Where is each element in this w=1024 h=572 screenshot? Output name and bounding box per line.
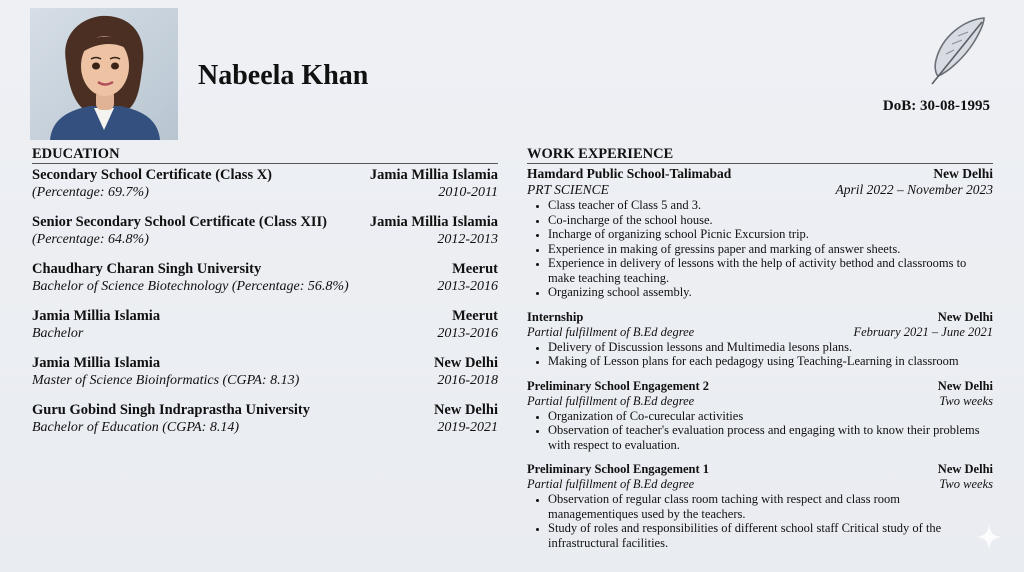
- profile-photo: [30, 8, 178, 140]
- job-org: Preliminary School Engagement 1: [527, 462, 710, 476]
- edu-years: 2013-2016: [437, 279, 498, 294]
- edu-title: Guru Gobind Singh Indraprastha University: [32, 402, 310, 418]
- job-org: Internship: [527, 309, 584, 324]
- bullet-item: • Study of roles and responsibilities of different school staff Critical study of the infrastructural facilities.: [548, 521, 993, 550]
- job-entry: [527, 166, 993, 300]
- edu-place: Meerut: [452, 261, 498, 277]
- sparkle-icon: [976, 524, 1002, 550]
- job-location: New Delhi: [937, 378, 993, 393]
- edu-place: New Delhi: [433, 355, 498, 371]
- job-entry: [527, 462, 993, 550]
- job-dates: February 2021 – June 2021: [853, 324, 993, 339]
- job-org: Hamdard Public School-Talimabad: [527, 166, 732, 181]
- edu-title: Secondary School Certificate (Class X): [32, 167, 273, 183]
- job-bullets: [527, 409, 993, 453]
- edu-detail: Bachelor: [32, 326, 84, 341]
- job-bullets: [527, 492, 993, 550]
- job-role: PRT SCIENCE: [527, 182, 609, 197]
- edu-title: Chaudhary Charan Singh University: [32, 261, 262, 277]
- bullet-item: • Observation of teacher's evaluation process and engaging with to know their problems with respect to evaluation.: [548, 423, 993, 452]
- quill-feather-icon: [924, 14, 990, 88]
- edu-years: 2012-2013: [437, 232, 498, 247]
- job-bullets: [527, 198, 993, 300]
- bullet-item: • Delivery of Discussion lessons and Multimedia lesons plans.: [548, 340, 993, 355]
- job-role: Partial fulfillment of B.Ed degree: [527, 477, 695, 491]
- bullet-item: • Co-incharge of the school house.: [548, 213, 993, 228]
- job-location: New Delhi: [933, 166, 993, 181]
- job-entry: [527, 310, 993, 369]
- bullet-item: • Observation of regular class room taching with respect and class room managementiques used by the teachers.: [548, 492, 993, 521]
- job-entry: [527, 379, 993, 453]
- edu-place: Meerut: [452, 308, 498, 324]
- edu-detail: Master of Science Bioinformatics (CGPA: 8.13): [32, 373, 300, 388]
- candidate-name: Nabeela Khan: [198, 60, 369, 91]
- edu-detail: Bachelor of Science Biotechnology (Percentage: 56.8%): [32, 279, 349, 294]
- education-entry: [32, 354, 498, 390]
- education-entry: [32, 166, 498, 202]
- job-org: Preliminary School Engagement 2: [527, 378, 710, 393]
- job-bullets: [527, 340, 993, 369]
- bullet-item: • Experience in delivery of lessons with the help of activity bethod and classrooms to make teaching teaching.: [548, 256, 993, 285]
- job-role: Partial fulfillment of B.Ed degree: [527, 393, 695, 408]
- bullet-item: • Incharge of organizing school Picnic Excursion trip.: [548, 227, 993, 242]
- bullet-item: • Organization of Co-curecular activities: [548, 409, 993, 424]
- work-heading: WORK EXPERIENCE: [527, 146, 993, 164]
- edu-years: 2016-2018: [437, 373, 498, 388]
- job-role: Partial fulfillment of B.Ed degree: [527, 324, 695, 339]
- edu-detail: Bachelor of Education (CGPA: 8.14): [32, 420, 239, 435]
- date-of-birth: DoB: 30-08-1995: [882, 98, 990, 114]
- education-heading: EDUCATION: [32, 146, 498, 164]
- bullet-item: • Class teacher of Class 5 and 3.: [548, 198, 993, 213]
- bullet-item: • Organizing school assembly.: [548, 285, 993, 300]
- education-section: [32, 146, 498, 448]
- edu-detail: (Percentage: 64.8%): [32, 232, 149, 247]
- job-location: New Delhi: [937, 462, 993, 476]
- edu-title: Jamia Millia Islamia: [32, 308, 161, 324]
- job-dates: Two weeks: [939, 393, 993, 408]
- edu-title: Jamia Millia Islamia: [32, 355, 161, 371]
- job-location: New Delhi: [937, 309, 993, 324]
- edu-years: 2010-2011: [438, 185, 498, 200]
- edu-title: Senior Secondary School Certificate (Class XII): [32, 214, 327, 230]
- edu-detail: (Percentage: 69.7%): [32, 185, 149, 200]
- edu-years: 2013-2016: [437, 326, 498, 341]
- education-entry: [32, 307, 498, 343]
- education-entry: [32, 401, 498, 437]
- edu-place: New Delhi: [433, 402, 498, 418]
- edu-place: Jamia Millia Islamia: [369, 214, 498, 230]
- edu-years: 2019-2021: [437, 420, 498, 435]
- bullet-item: • Making of Lesson plans for each pedagogy using Teaching-Learning in classroom: [548, 354, 993, 369]
- edu-place: Jamia Millia Islamia: [369, 167, 498, 183]
- work-experience-section: [527, 146, 993, 560]
- bullet-item: • Experience in making of gressins paper and marking of answer sheets.: [548, 242, 993, 257]
- job-dates: Two weeks: [939, 477, 993, 491]
- avatar-illustration: [30, 8, 178, 140]
- education-entry: [32, 213, 498, 249]
- job-dates: April 2022 – November 2023: [835, 182, 993, 197]
- education-entry: [32, 260, 498, 296]
